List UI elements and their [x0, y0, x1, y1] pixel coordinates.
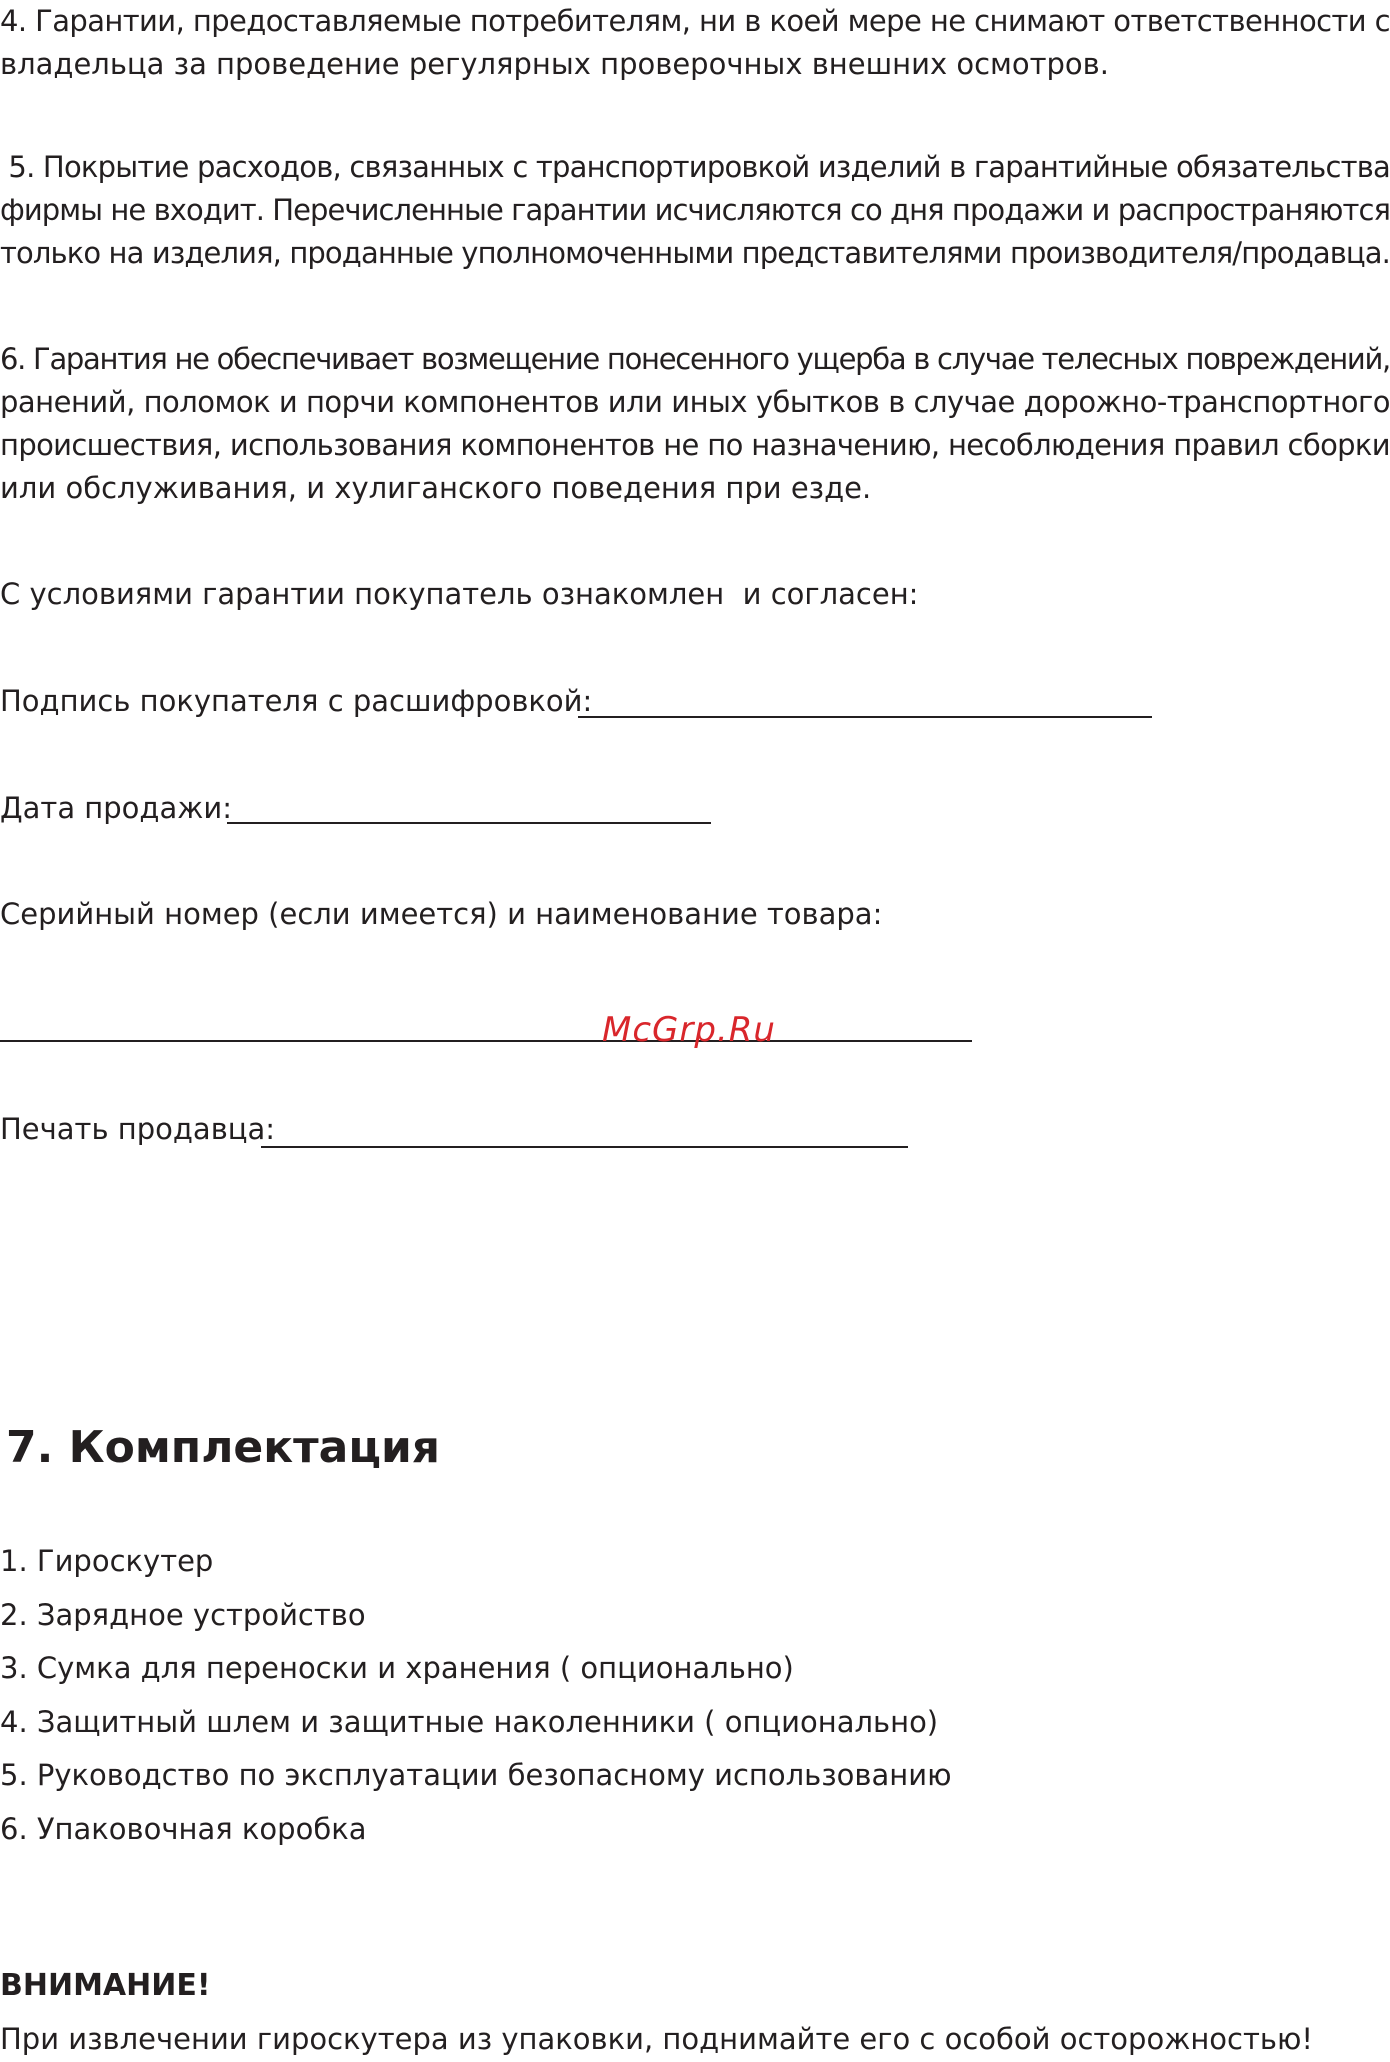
warning-title: ВНИМАНИЕ! [0, 1968, 211, 2003]
list-item: 3. Сумка для переноски и хранения ( опционально) [0, 1651, 794, 1685]
sale-date-line[interactable] [227, 822, 711, 824]
list-item: 6. Упаковочная коробка [0, 1811, 367, 1846]
agreement-statement: С условиями гарантии покупатель ознакомлен и согласен: [0, 577, 919, 611]
package-contents-list [0, 1535, 952, 1856]
seller-seal-label: Печать продавца: [0, 1112, 276, 1146]
list-item: 1. Гироскутер [0, 1544, 214, 1578]
text-line: ранений, поломок и порчи компонентов или иных убытков в случае дорожно-транспортного [0, 385, 1390, 419]
text-line: или обслуживания, и хулиганского поведения при езде. [0, 471, 872, 505]
warranty-clause-6 [0, 338, 1390, 510]
section-title: 7. Комплектация [6, 1422, 441, 1473]
list-item: 5. Руководство по эксплуатации безопасному использованию [0, 1758, 952, 1792]
text-line: только на изделия, проданные уполномоченными представителями производителя/продавца. [0, 236, 1390, 270]
signature-line[interactable] [578, 716, 1152, 718]
text-line: 4. Гарантии, предоставляемые потребителям, ни в коей мере не снимают ответственности с [0, 4, 1390, 38]
warning-text: При извлечении гироскутера из упаковки, поднимайте его с особой осторожностью! [0, 2022, 1313, 2056]
list-item: 4. Защитный шлем и защитные наколенники ( опционально) [0, 1704, 939, 1739]
warranty-clause-4 [0, 0, 1390, 86]
text-line: происшествия, использования компонентов не по назначению, несоблюдения правил сборки [0, 428, 1390, 462]
text-line: фирмы не входит. Перечисленные гарантии исчисляются со дня продажи и распространяются [0, 193, 1390, 227]
sale-date-label: Дата продажи: [0, 791, 232, 825]
text-line: 6. Гарантия не обеспечивает возмещение понесенного ущерба в случае телесных повреждений, [0, 342, 1390, 376]
serial-number-line[interactable] [0, 1040, 972, 1042]
list-item: 2. Зарядное устройство [0, 1597, 366, 1632]
signature-label: Подпись покупателя с расшифровкой: [0, 684, 593, 718]
serial-number-label: Серийный номер (если имеется) и наименование товара: [0, 897, 883, 931]
warranty-clause-5 [0, 146, 1390, 275]
seller-seal-line[interactable] [261, 1146, 908, 1148]
watermark: McGrp.Ru [602, 1010, 776, 1050]
text-line: владельца за проведение регулярных проверочных внешних осмотров. [0, 47, 1109, 81]
text-line: 5. Покрытие расходов, связанных с транспортировкой изделий в гарантийные обязательства [0, 150, 1390, 184]
